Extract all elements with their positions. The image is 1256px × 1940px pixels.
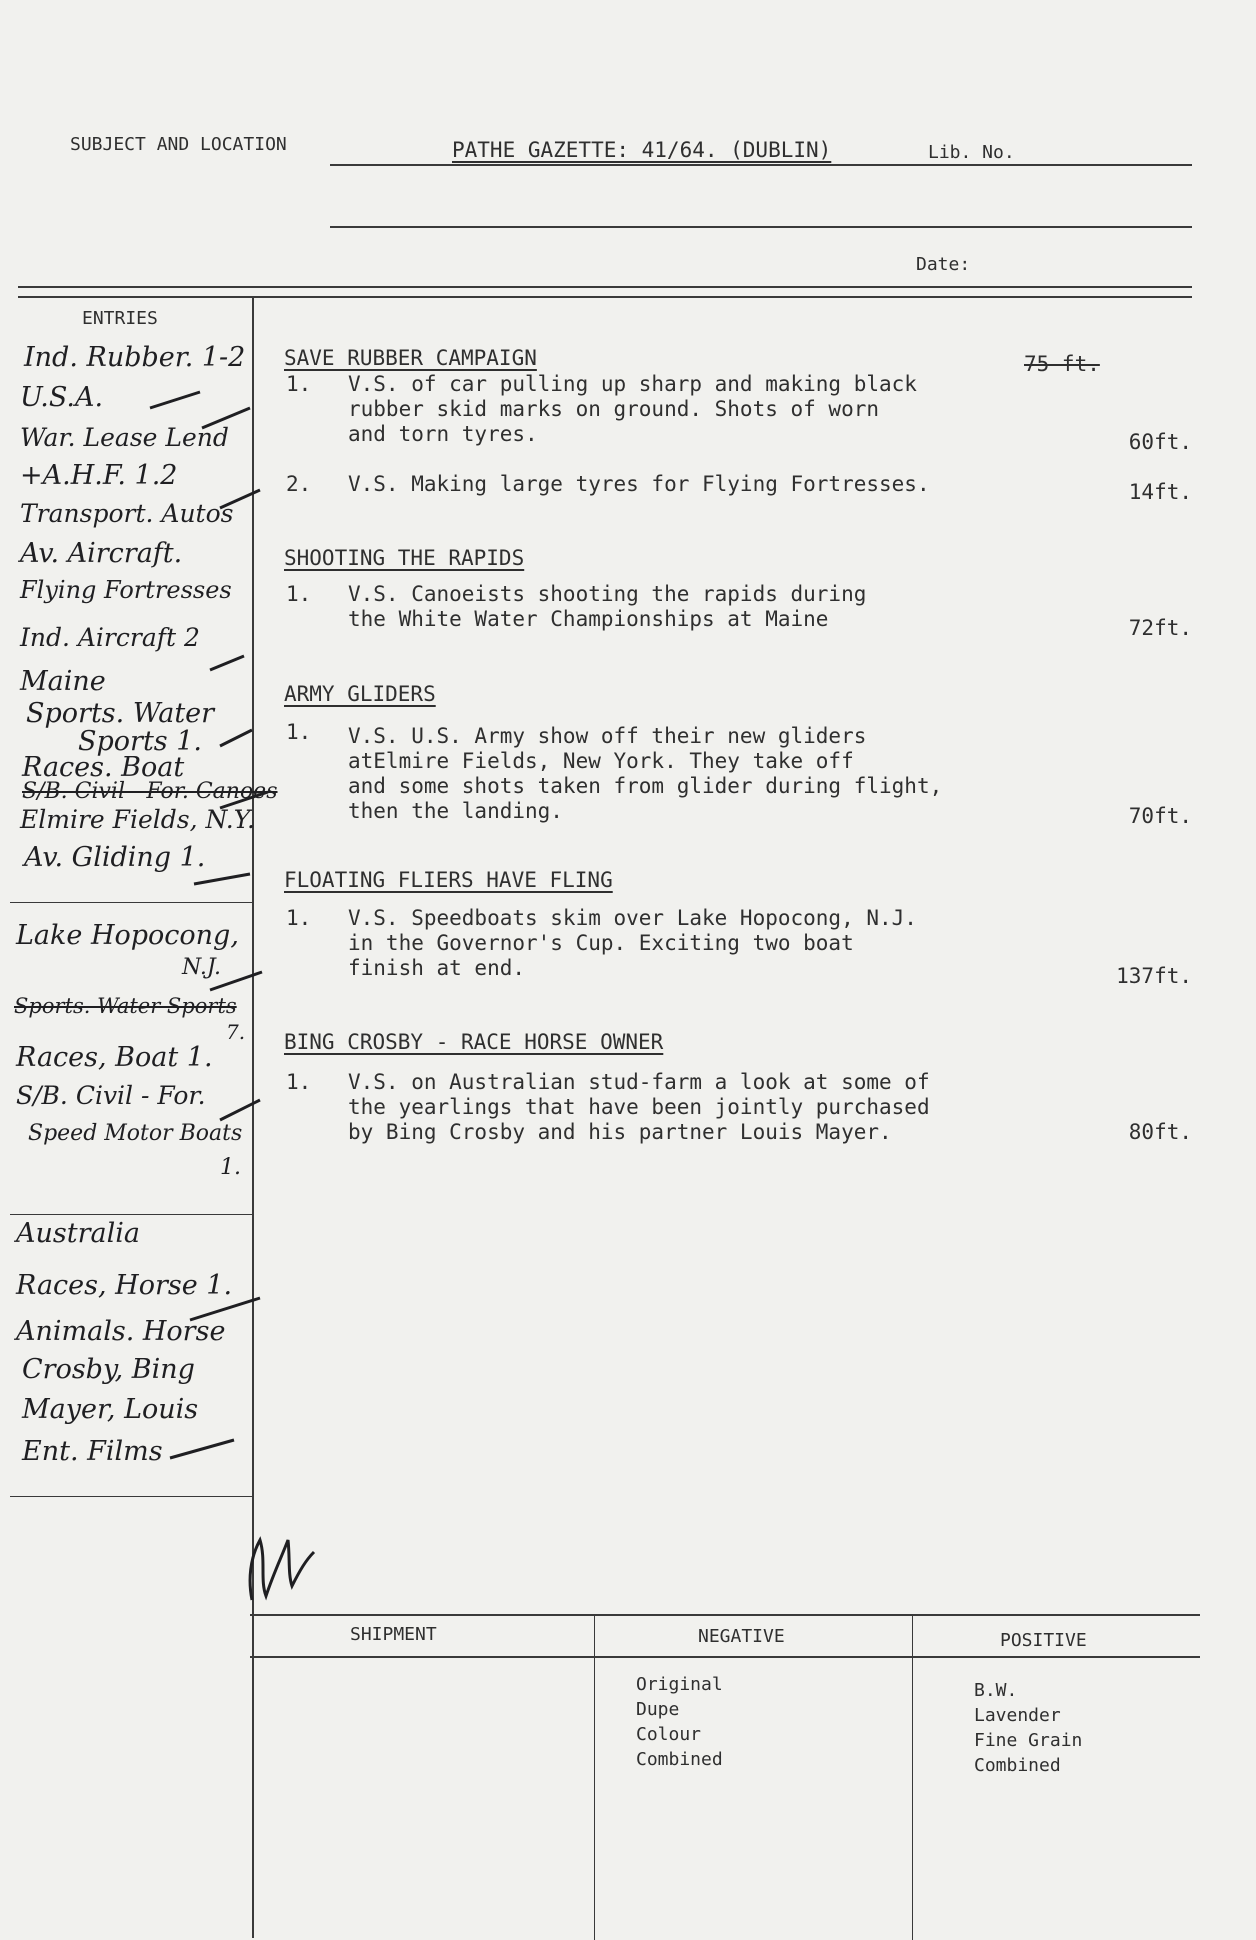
shipment-label: SHIPMENT [350,1624,437,1645]
document-title: PATHE GAZETTE: 41/64. (DUBLIN) [452,138,832,162]
hw-entry: 1. [220,1155,241,1180]
negative-options [636,1672,723,1772]
item-length: 70ft. [1128,804,1192,828]
check-marks-group [110,340,270,1490]
footer-table-top-rule [250,1614,1200,1616]
check-mark-icon [194,874,250,884]
hw-entry-struck: Sports. Water Sports [14,994,237,1018]
hw-entry: N.J. [182,955,221,980]
item-line: then the landing. [348,799,563,823]
hw-entry: Sports. Water [26,698,215,729]
item-length: 14ft. [1128,480,1192,504]
item-line: V.S. Speedboats skim over Lake Hopocong, N.J. [348,906,917,930]
hw-entry: Sports 1. [78,726,202,757]
hw-entry: Av. Aircraft. [20,538,183,569]
hw-entry: Races, Boat 1. [16,1042,213,1073]
footer-column-divider-2 [912,1614,913,1940]
positive-option: B.W. [974,1680,1018,1701]
entries-divider-3 [10,1496,254,1497]
hw-entry: Crosby, Bing [22,1354,195,1385]
item-line: and some shots taken from glider during flight, [348,774,943,798]
check-mark-icon [220,1100,260,1120]
positive-label: POSITIVE [1000,1630,1087,1651]
date-label: Date: [916,254,971,275]
item-line: by Bing Crosby and his partner Louis Mayer. [348,1120,892,1144]
item-length: 60ft. [1128,430,1192,454]
negative-option: Colour [636,1724,702,1745]
subject-location-label: SUBJECT AND LOCATION [70,134,287,155]
hw-entry: 7. [226,1020,246,1044]
hw-entry: Transport. Autos [20,499,234,528]
item-line: atElmire Fields, New York. They take off [348,749,854,773]
hw-entry: Lake Hopocong, [16,920,239,951]
footer-table-header-rule [250,1656,1200,1658]
negative-option: Combined [636,1749,723,1770]
item-line: rubber skid marks on ground. Shots of worn [348,397,880,421]
check-mark-icon [202,408,250,428]
check-mark-icon [170,1440,234,1458]
story-title: FLOATING FLIERS HAVE FLING [284,868,613,892]
hw-entry: S/B. Civil - For. [16,1081,206,1110]
item-length: 80ft. [1128,1120,1192,1144]
positive-options [974,1678,1082,1778]
entries-label: ENTRIES [82,308,158,329]
item-number: 1. [286,720,312,744]
story-army-gliders [284,682,1192,828]
item-line: V.S. U.S. Army show off their new gliders [348,724,867,748]
story-bing-crosby [284,1030,1192,1144]
struck-length: 75 ft. [1024,352,1100,376]
hw-entry: Av. Gliding 1. [24,842,206,873]
positive-option: Fine Grain [974,1730,1083,1751]
header-rule-top [18,286,1192,288]
negative-label: NEGATIVE [698,1626,785,1647]
negative-option: Original [636,1674,723,1695]
hw-entry: Speed Motor Boats [28,1121,243,1146]
positive-option: Lavender [974,1705,1061,1726]
hw-entry: +A.H.F. 1.2 [20,460,178,491]
hw-entry: Mayer, Louis [22,1394,199,1425]
item-line: V.S. of car pulling up sharp and making black [348,372,917,396]
item-line: the White Water Championships at Maine [348,607,829,631]
hw-entry: Elmire Fields, N.Y. [20,805,255,834]
item-line: V.S. Making large tyres for Flying Fortresses. [348,472,930,496]
check-mark-icon [220,792,268,808]
item-number: 1. [286,372,312,396]
item-number: 1. [286,582,312,606]
story-floating-fliers [284,868,1192,988]
check-mark-icon [210,656,244,670]
lib-no-label: Lib. No. [928,142,1015,163]
positive-option: Combined [974,1755,1061,1776]
item-number: 1. [286,906,312,930]
check-mark-icon [210,972,262,990]
item-line: and torn tyres. [348,422,538,446]
story-title: SAVE RUBBER CAMPAIGN [284,346,537,370]
hw-entry: War. Lease Lend [20,423,229,452]
item-line: in the Governor's Cup. Exciting two boat [348,931,854,955]
story-title: SHOOTING THE RAPIDS [284,546,525,570]
hw-entry: Animals. Horse [16,1316,226,1347]
check-mark-icon [150,392,200,408]
check-mark-icon [220,730,252,746]
item-line: finish at end. [348,956,526,980]
hw-entry: Maine [20,666,106,697]
story-title: ARMY GLIDERS [284,682,436,706]
title-underline [330,164,1192,166]
hw-entry-struck: S/B. Civil - For. Canoes [22,779,278,804]
hw-entry: Races, Horse 1. [16,1270,233,1301]
item-line: V.S. Canoeists shooting the rapids during [348,582,867,606]
check-mark-icon [190,1298,260,1320]
header-rule-bottom [18,296,1192,298]
hw-entry: Ent. Films [22,1436,163,1467]
negative-option: Dupe [636,1699,680,1720]
footer-column-divider-1 [594,1614,595,1940]
check-mark-icon [220,490,260,508]
item-line: the yearlings that have been jointly purchased [348,1095,930,1119]
second-title-line [330,226,1192,228]
item-length: 72ft. [1128,616,1192,640]
hw-entry: Australia [16,1218,140,1249]
item-line: V.S. on Australian stud-farm a look at some of [348,1070,930,1094]
story-shooting-rapids [284,546,1192,640]
item-number: 2. [286,472,312,496]
item-number: 1. [286,1070,312,1094]
handwritten-initials-signature [230,1500,350,1620]
item-length: 137ft. [1116,964,1192,988]
hw-entry: Races. Boat [22,752,185,783]
story-save-rubber [284,346,1192,504]
hw-entry: Ind. Aircraft 2 [20,623,200,652]
hw-entry: Ind. Rubber. 1-2 [24,342,246,373]
hw-entry: U.S.A. [20,382,104,413]
hw-entry: Flying Fortresses [20,576,232,604]
story-title: BING CROSBY - RACE HORSE OWNER [284,1030,664,1054]
